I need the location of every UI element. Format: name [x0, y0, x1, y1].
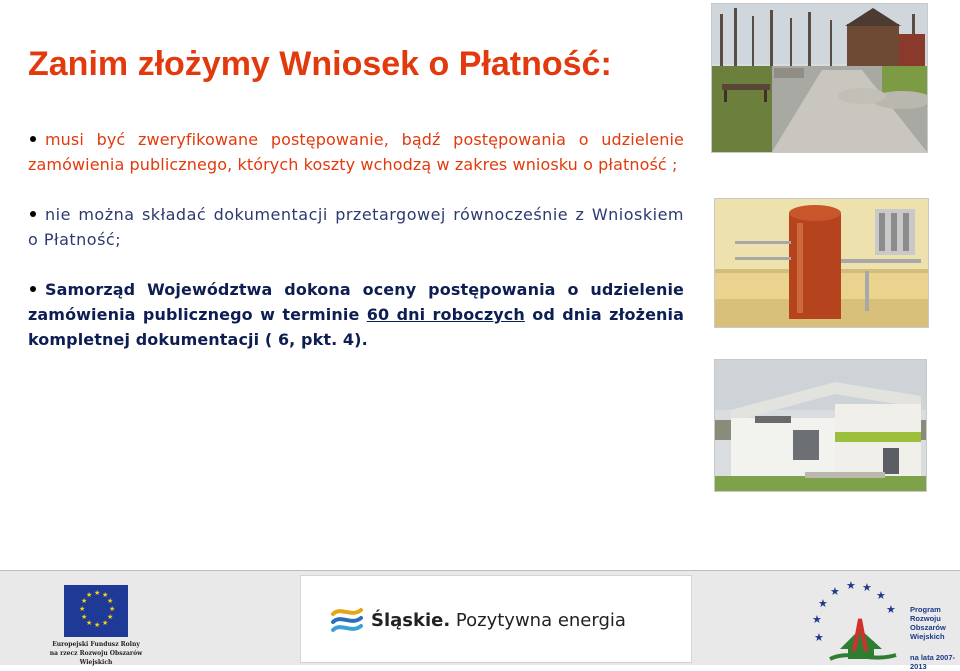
svg-text:★: ★ [94, 621, 101, 629]
prow-line-5: na lata 2007-2013 [910, 653, 956, 671]
svg-text:★: ★ [876, 589, 886, 602]
slaskie-slogan [371, 610, 626, 631]
bullet-text-3a: Samorząd Województwa dokona oceny postępowania o udzielenie zamówienia publicznego w terminie [28, 280, 684, 324]
svg-text:★: ★ [81, 597, 88, 605]
svg-text:★: ★ [102, 591, 109, 599]
bullet-item-3 [28, 277, 684, 352]
boiler-room-photo [714, 198, 929, 328]
eu-logo [36, 585, 156, 666]
eu-caption-line1: Europejski Fundusz Rolny [52, 641, 140, 648]
bullet-dot-icon [30, 136, 36, 142]
bullet-dot-icon [30, 286, 36, 292]
prow-line-4: Wiejskich [910, 632, 945, 641]
svg-text:★: ★ [107, 597, 114, 605]
prow-logo-icon [810, 579, 910, 668]
footer-logo-bar [0, 570, 960, 671]
svg-text:★: ★ [862, 581, 872, 594]
prow-line-3: Obszarów [910, 623, 946, 632]
slaskie-slogan-text: Pozytywna energia [450, 610, 626, 631]
prow-logo [806, 571, 960, 671]
bullet-text-1: musi być zweryfikowane postępowanie, bądź postępowania o udzielenie zamówienia publicznego, których koszty wchodzą w zakres wniosku o płatność ; [28, 130, 684, 174]
svg-text:★: ★ [86, 591, 93, 599]
svg-text:★: ★ [79, 605, 86, 613]
svg-text:★: ★ [818, 597, 828, 610]
prow-line-2: Rozwoju [910, 614, 941, 623]
bullet-item-2 [28, 202, 684, 252]
svg-text:★: ★ [94, 589, 101, 597]
svg-text:★: ★ [102, 619, 109, 627]
bullet-text-3-underlined: 60 dni roboczych [366, 305, 525, 324]
bullet-text-2: nie można składać dokumentacji przetargowej równocześnie z Wnioskiem o Płatność; [28, 205, 684, 249]
eu-caption-line2: na rzecz Rozwoju Obszarów Wiejskich [49, 650, 143, 666]
park-plaza-photo [711, 3, 928, 153]
bullet-text-3b: od dnia złożenia kompletnej dokumentacji ( 6, pkt. 4). [28, 305, 684, 349]
bullet-list [28, 127, 684, 352]
svg-text:★: ★ [812, 613, 822, 626]
bullet-item-1 [28, 127, 684, 177]
eu-caption [36, 640, 156, 667]
slaskie-logo-icon [329, 604, 365, 641]
slaskie-name: Śląskie. [371, 610, 451, 631]
svg-text:★: ★ [814, 631, 824, 644]
svg-text:★: ★ [107, 613, 114, 621]
svg-text:★: ★ [886, 603, 896, 616]
prow-line-1: Program [910, 605, 941, 614]
svg-text:★: ★ [109, 605, 116, 613]
svg-text:★: ★ [81, 613, 88, 621]
svg-text:★: ★ [846, 579, 856, 592]
slaskie-logo [300, 575, 692, 663]
prow-text [910, 605, 960, 671]
svg-text:★: ★ [830, 585, 840, 598]
small-building-photo [714, 359, 927, 492]
svg-text:★: ★ [86, 619, 93, 627]
slide-title: Zanim złożymy Wniosek o Płatność: [28, 45, 612, 83]
bullet-dot-icon [30, 211, 36, 217]
eu-flag-icon [64, 585, 128, 637]
